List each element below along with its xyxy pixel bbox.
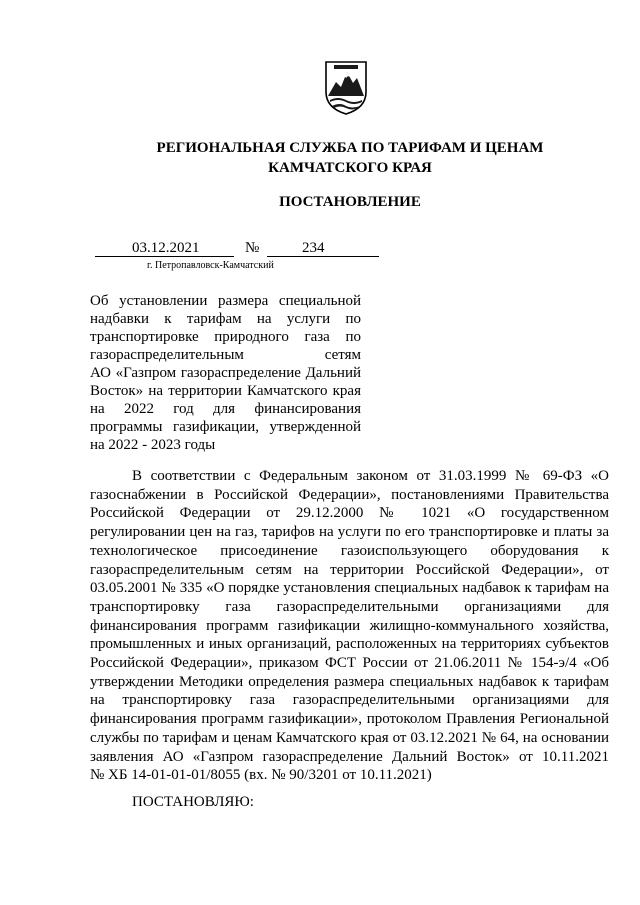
subject-line: транспортировке природного газа по xyxy=(90,329,361,345)
paragraph-line: 03.05.2001 № 335 «О порядке установления специальных надбавок к тарифам на xyxy=(90,580,609,597)
subject-line: Об установлении размера специальной xyxy=(90,293,361,309)
document-city: г. Петропавловск-Камчатский xyxy=(147,260,274,271)
paragraph-line: № ХБ 14-01-01-01/8055 (вх. № 90/3201 от 10.11.2021) xyxy=(90,767,432,784)
document-date: 03.12.2021 xyxy=(132,240,200,256)
paragraph-line: финансирования программ газификации жилищно-коммунального хозяйства, xyxy=(90,617,609,634)
paragraph-line: регулировании цен на газ, тарифов на услуги по его транспортировке и платы за xyxy=(90,524,609,541)
subject-line: Восток» на территории Камчатского края xyxy=(90,383,361,399)
paragraph-line: утверждении Методики определения размера специальных надбавок к тарифам xyxy=(90,673,609,690)
document-type-title: ПОСТАНОВЛЕНИЕ xyxy=(279,194,421,210)
subject-line: программы газификации, утвержденной xyxy=(90,419,361,435)
organization-name-line1: РЕГИОНАЛЬНАЯ СЛУЖБА ПО ТАРИФАМ И ЦЕНАМ xyxy=(156,140,544,156)
paragraph-line: В соответствии с Федеральным законом от 31.03.1999 № 69-ФЗ «О xyxy=(132,468,609,484)
paragraph-line: службы по тарифам и ценам Камчатского края от 03.12.2021 № 64, на основании xyxy=(90,729,609,746)
paragraph-line: заявления АО «Газпром газораспределение Дальний Восток» от 10.11.2021 xyxy=(90,748,609,765)
subject-line: надбавки к тарифам на услуги по xyxy=(90,311,361,327)
resolve-heading: ПОСТАНОВЛЯЮ: xyxy=(132,794,254,810)
subject-line: газораспределительным сетям xyxy=(90,347,361,363)
paragraph-line: на транспортировку газа газораспределительными организациями для xyxy=(90,692,609,709)
document-number: 234 xyxy=(302,240,325,256)
paragraph-line: газораспределительным сетям на территории Российской Федерации», от xyxy=(90,561,609,578)
organization-name-line2: КАМЧАТСКОГО КРАЯ xyxy=(268,160,432,176)
subject-line: АО «Газпром газораспределение Дальний xyxy=(90,365,361,381)
paragraph-line: газоснабжении в Российской Федерации», постановлениями Правительства xyxy=(90,486,609,503)
document-subject xyxy=(90,292,361,454)
number-sign: № xyxy=(245,240,260,256)
paragraph-line: технологическое присоединение газоиспользующего оборудования к xyxy=(90,542,609,559)
paragraph-line: финансирования программ газификации», протоколом Правления Региональной xyxy=(90,711,609,728)
paragraph-line: промышленных и иных организаций, расположенных на территориях субъектов xyxy=(90,636,609,653)
paragraph-line: Российской Федерации», приказом ФСТ России от 21.06.2011 № 154-э/4 «Об xyxy=(90,655,609,672)
kamchatka-emblem-icon xyxy=(322,56,370,116)
paragraph-line: Российской Федерации от 29.12.2000 № 1021 «О государственном xyxy=(90,505,609,522)
paragraph-line: транспортировку газа газораспределительными организациями для xyxy=(90,598,609,615)
subject-line: на 2022 год для финансирования xyxy=(90,401,361,417)
subject-line: на 2022 - 2023 годы xyxy=(90,437,216,453)
preamble-paragraph xyxy=(90,467,609,785)
